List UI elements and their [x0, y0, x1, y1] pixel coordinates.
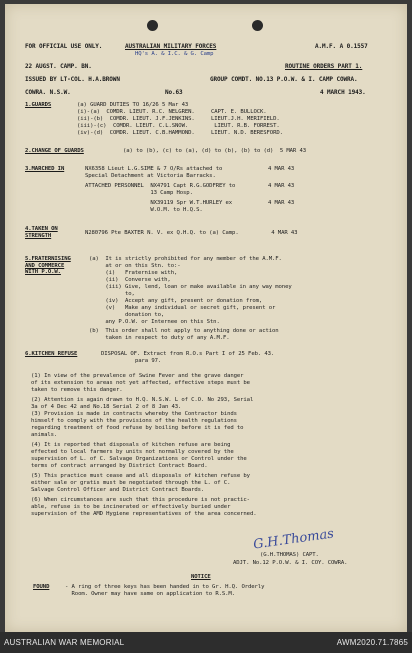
punch-hole-left — [147, 20, 158, 31]
kitchen-refuse-line: DISPOSAL OF. Extract from R.O.s Part I of 25 Feb. 43. — [101, 351, 275, 357]
body-line: effected to local farmers by units not normally covered by the — [31, 449, 234, 455]
section-label-kitchen-refuse: 6.KITCHEN REFUSE — [25, 351, 78, 357]
fraternising-line: donation to, — [89, 312, 165, 318]
order-title: ROUTINE ORDERS PART 1. — [285, 63, 363, 70]
signatory-name: (G.H.THOMAS) CAPT. — [260, 552, 319, 558]
section-label-guards: 1.GUARDS — [25, 102, 52, 108]
body-line: 3a of 4 Dec 42 and No.18 Serial 2 of 8 Jan 43. — [31, 404, 182, 410]
body-line: Salvage Control Officer and District Contract Boards. — [31, 487, 205, 493]
notice-label-found: FOUND — [33, 584, 50, 590]
fraternising-line: (v) Make any individual or secret gift, present or — [89, 305, 276, 311]
body-line: supervision of L. of C. Salvage Organizations or Control under the — [31, 456, 247, 462]
fraternising-line: (iii) Give, lend, loan or make available in any way money — [89, 284, 292, 290]
body-line: himself to comply with the provisions of the health regulations — [31, 418, 237, 424]
notice-line: - A ring of three keys has been handed in to Gr. H.Q. Orderly — [65, 584, 265, 590]
section-label-taken-on-strength: 4.TAKEN ON STRENGTH — [25, 226, 58, 239]
group-line: GROUP COMDT. NO.13 P.O.W. & I. CAMP COWRA. — [210, 76, 358, 83]
marched-in-line: NX39119 Spr W.T.HURLEY ex 4 MAR 43 — [85, 200, 295, 206]
marched-in-line: Special Detachment at Victoria Barracks. — [85, 173, 216, 179]
fraternising-line: to, — [89, 291, 135, 297]
fraternising-line: (i) Fraternise with, — [89, 270, 178, 276]
body-line: of its extension to areas not yet affected, effective steps must be — [31, 380, 250, 386]
notice-heading: NOTICE — [191, 574, 211, 580]
section-label-change-of-guards: 2.CHANGE OF GUARDS — [25, 148, 84, 154]
change-of-guards-line: (a) to (b), (c) to (a), (d) to (b), (b) to (d) 5 MAR 43 — [123, 148, 306, 154]
force-title: AUSTRALIAN MILITARY FORCES — [125, 43, 217, 50]
force-subtitle: HQ's A. & I.C. & G. Camp — [135, 51, 214, 57]
body-line: (4) It is reported that disposals of kitchen refuse are being — [31, 442, 231, 448]
marched-in-line: NX6358 Lieut L.G.SIME & 7 O/Rs attached to 4 MAR 43 — [85, 166, 295, 172]
signatory-title: ADJT. No.12 P.O.W. & I. COY. COWRA. — [233, 560, 348, 566]
fraternising-line: at or on this Stn. to:- — [89, 263, 181, 269]
body-line: either sale or gratis must be negotiated through the L. of C. — [31, 480, 231, 486]
footer-accession-number: AWM2020.71.7865 — [336, 638, 408, 647]
body-line: regarding treatment of food refuse by boiling before it is fed to — [31, 425, 244, 431]
date-line: 22 AUGST. CAMP. BN. — [25, 63, 92, 70]
body-line: (2) Attention is again drawn to H.Q. N.S.W. L of C.O. No 293, Serial — [31, 397, 254, 403]
guards-line: (iii)-(c) COMDR. LIEUT. C.L.SNOW. LIEUT. R.B. FORREST. — [77, 123, 280, 129]
footer-institution: AUSTRALIAN WAR MEMORIAL — [4, 638, 125, 647]
body-line: (1) In view of the prevalence of Swine Fever and the grave danger — [31, 373, 244, 379]
guards-line: (ii)-(b) COMDR. LIEUT. J.F.JENKINS. LIEUT.J.H. MERIFIELD. — [77, 116, 280, 122]
body-line: (5) This practice must cease and all disposals of kitchen refuse by — [31, 473, 250, 479]
body-line: (3) Provision is made in contracts whereby the Contractor binds — [31, 411, 237, 417]
fraternising-line: taken in respect to duty of any A.M.F. — [89, 335, 230, 341]
handwritten-signature: G.H.Thomas — [252, 526, 335, 553]
order-number: No.63 — [165, 89, 183, 96]
fraternising-line: (a) It is strictly prohibited for any member of the A.M.F. — [89, 256, 282, 262]
section-label-fraternising: 5.FRATERNISING AND COMMERCE WITH P.O.W. — [25, 256, 71, 276]
guards-line: (a) GUARD DUTIES TO 16/26 5 Mar 43 — [77, 102, 189, 108]
marched-in-line: 13 Camp Hosp. — [85, 190, 193, 196]
body-line: able, refuse is to be incinerated or effectively buried under — [31, 504, 231, 510]
reference-number: A.M.F. A 0.1557 — [315, 43, 368, 50]
body-line: taken to remove this danger. — [31, 387, 123, 393]
body-line: supervision of the AMD Hygiene representatives of the area concerned. — [31, 511, 257, 517]
fraternising-line: (iv) Accept any gift, present or donation from, — [89, 298, 263, 304]
location: COWRA. N.S.W. — [25, 89, 71, 96]
kitchen-refuse-line: para 97. — [135, 358, 162, 364]
fraternising-line: (b) This order shall not apply to anything done or action — [89, 328, 279, 334]
archive-footer — [0, 632, 412, 653]
order-date: 4 MARCH 1943. — [320, 89, 366, 96]
fraternising-line: any P.O.W. or Internee on this Stn. — [89, 319, 220, 325]
body-line: animals. — [31, 432, 58, 438]
punch-hole-right — [252, 20, 263, 31]
marched-in-line: W.O.M. to H.Q.S. — [85, 207, 203, 213]
issued-by: ISSUED BY LT-COL. H.A.BROWN — [25, 76, 120, 83]
section-label-marched-in: 3.MARCHED IN — [25, 166, 65, 172]
fraternising-line: (ii) Converse with, — [89, 277, 171, 283]
classification: FOR OFFICIAL USE ONLY. — [25, 43, 103, 50]
body-line: (6) When circumstances are such that this procedure is not practic- — [31, 497, 250, 503]
taken-on-strength-line: N280796 Pte BAXTER N. V. ex Q.H.Q. to (a) Camp. 4 MAR 43 — [85, 230, 298, 236]
guards-line: (iv)-(d) COMDR. LIEUT. C.B.HAMMOND. LIEUT. N.D. BERESFORD. — [77, 130, 283, 136]
notice-line: Room. Owner may have same on application to R.S.M. — [65, 591, 235, 597]
document-page — [5, 4, 407, 632]
marched-in-line: ATTACHED PERSONNEL NX4791 Capt R.G.GODFREY to 4 MAR 43 — [85, 183, 295, 189]
guards-line: (i)-(a) COMDR. LIEUT. R.C. NELGREN. CAPT. E. BULLOCK. — [77, 109, 267, 115]
body-line: terms of contract arranged by District Contract Board. — [31, 463, 208, 469]
